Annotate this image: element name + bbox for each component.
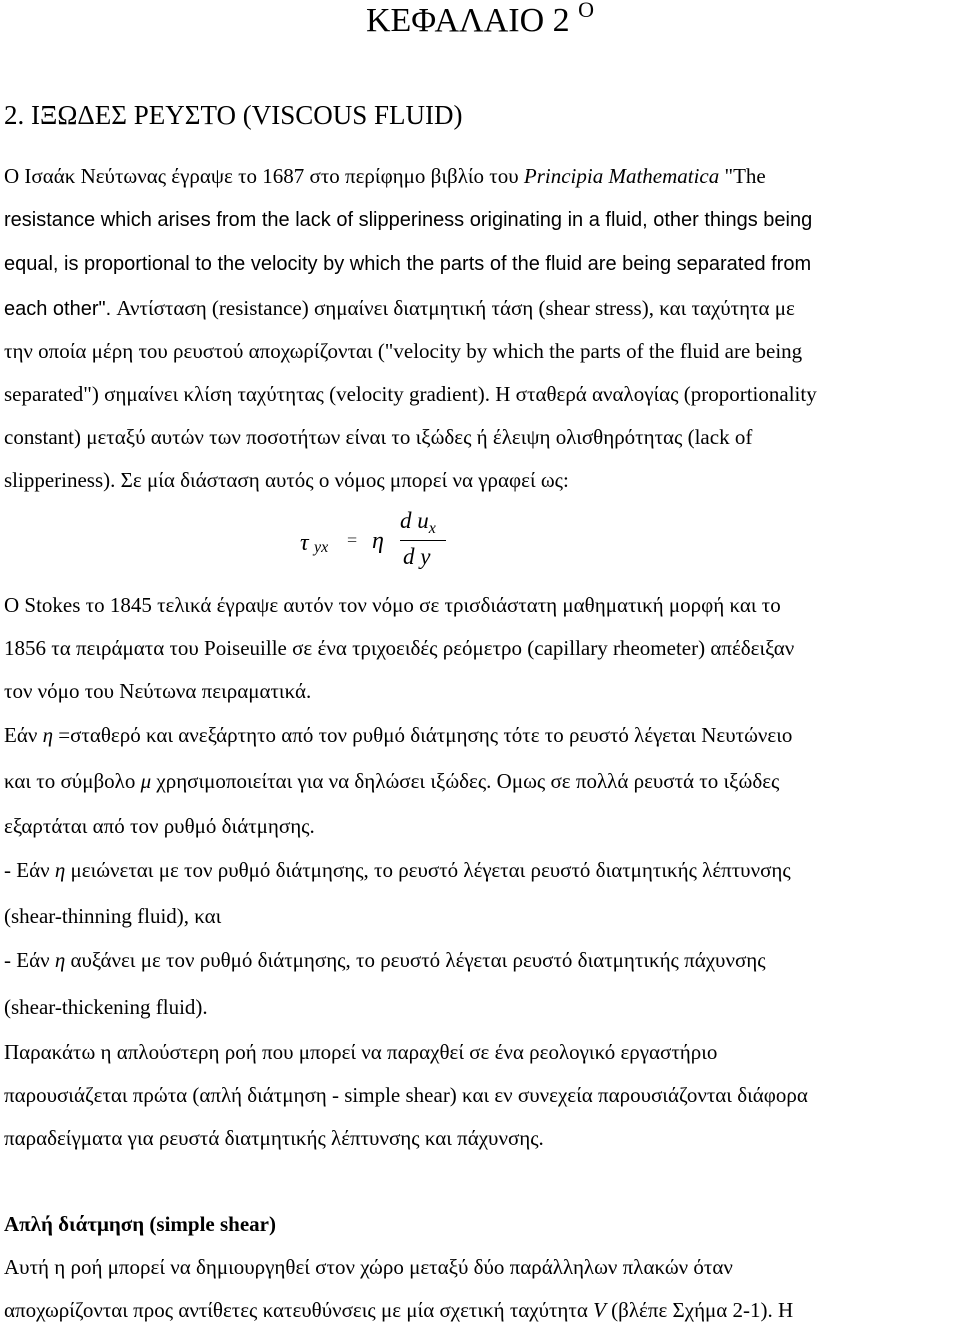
- section-title: 2. ΙΞΩΔΕΣ ΡΕΥΣΤΟ (VISCOUS FLUID): [4, 100, 463, 130]
- paragraph-4-line-1: Παρακάτω η απλούστερη ροή που μπορεί να παραχθεί σε ένα ρεολογικό εργαστήριο: [4, 1040, 718, 1064]
- book-title: Principia Mathematica: [523, 164, 720, 188]
- paragraph-1-line-4: [4, 295, 795, 322]
- paragraph-1-line-7: constant) μεταξύ αυτών των ποσοτήτων είναι το ιξώδες ή έλειψη ολισθηρότητας (lack of: [4, 425, 753, 449]
- chapter-title-superscript: Ο: [578, 0, 595, 22]
- text-run: =σταθερό και ανεξάρτητο από τον ρυθμό διάτμησης τότε το ρευστό λέγεται Νευτώνειο: [53, 723, 793, 747]
- paragraph-1-line-2: resistance which arises from the lack of slipperiness originating in a fluid, other things being: [4, 209, 813, 231]
- formula-denominator: d y: [403, 544, 431, 569]
- paragraph-2-line-3: τον νόμο του Νεύτωνα πειραματικά.: [4, 679, 312, 703]
- text-run: και το σύμβολο: [4, 769, 141, 793]
- eta-symbol: η: [54, 948, 66, 972]
- paragraph-3-line-1: [4, 722, 792, 748]
- paragraph-1-line-1: [4, 163, 766, 189]
- bullet-shear-thinning-line-2: (shear-thinning fluid), και: [4, 904, 222, 928]
- bullet-shear-thickening-line-2: (shear-thickening fluid).: [4, 995, 208, 1019]
- formula-numerator: [400, 508, 436, 537]
- formula-tau-subscript: yx: [314, 539, 329, 556]
- formula-numerator-text: d u: [400, 508, 429, 533]
- text-run: Ο Ισαάκ Νεύτωνας έγραψε το 1687 στο περίφημο βιβλίο του: [4, 164, 524, 188]
- paragraph-1-line-8: slipperiness). Σε μία διάσταση αυτός ο νόμος μπορεί να γραφεί ως:: [4, 468, 569, 492]
- text-run: αποχωρίζονται προς αντίθετες κατευθύνσεις με μία σχετική ταχύτητα: [4, 1298, 594, 1322]
- text-run: χρησιμοποιείται για να δηλώσει ιξώδες. Ομως σε πολλά ρευστά το ιξώδες: [151, 769, 780, 793]
- text-run: αυξάνει με τον ρυθμό διάτμησης, το ρευστό λέγεται ρευστό διατμητικής πάχυνσης: [65, 948, 766, 972]
- eta-symbol: η: [42, 723, 53, 747]
- text-run: Αντίσταση (resistance) σημαίνει διατμητική τάση (shear stress), και ταχύτητα με: [111, 296, 795, 320]
- paragraph-1-line-3: equal, is proportional to the velocity by which the parts of the fluid are being separated from: [4, 253, 812, 275]
- bullet-shear-thickening: [4, 947, 766, 973]
- formula-numerator-subscript: x: [428, 520, 436, 537]
- paragraph-2-line-1: Ο Stokes το 1845 τελικά έγραψε αυτόν τον νόμο σε τρισδιάστατη μαθηματική μορφή και το: [4, 593, 781, 617]
- paragraph-3-line-3: εξαρτάται από τον ρυθμό διάτμησης.: [4, 814, 315, 838]
- velocity-symbol: V: [593, 1298, 606, 1322]
- bullet-shear-thinning: [4, 857, 791, 883]
- paragraph-2-line-2: 1856 τα πειράματα του Poiseuille σε ένα τριχοειδές ρεόμετρο (capillary rheometer) απέδειξαν: [4, 636, 795, 660]
- formula-fraction-bar: [400, 540, 446, 541]
- eta-symbol: η: [54, 858, 66, 882]
- quote-end: each other".: [4, 298, 112, 320]
- paragraph-5-line-2: [4, 1297, 793, 1323]
- subsection-title: Απλή διάτμηση (simple shear): [4, 1212, 276, 1236]
- formula-equals: =: [347, 530, 358, 550]
- paragraph-4-line-3: παραδείγματα για ρευστά διατμητικής λέπτυνσης και πάχυνσης.: [4, 1126, 544, 1150]
- text-run: - Εάν: [4, 948, 55, 972]
- chapter-title-text: ΚΕΦΑΛΑΙΟ 2: [365, 2, 570, 39]
- paragraph-5-line-1: Αυτή η ροή μπορεί να δημιουργηθεί στον χώρο μεταξύ δύο παράλληλων πλακών όταν: [4, 1255, 733, 1279]
- paragraph-3-line-2: [4, 768, 779, 794]
- formula-eta: η: [372, 528, 384, 554]
- chapter-title: [0, 0, 960, 42]
- formula-tau: τ: [300, 530, 309, 556]
- paragraph-4-line-2: παρουσιάζεται πρώτα (απλή διάτμηση - simple shear) και εν συνεχεία παρουσιάζονται διάφορα: [4, 1083, 808, 1107]
- newton-viscosity-formula: [300, 508, 470, 578]
- text-run: μειώνεται με τον ρυθμό διάτμησης, το ρευστό λέγεται ρευστό διατμητικής λέπτυνσης: [65, 858, 791, 882]
- text-run: "The: [719, 164, 766, 188]
- mu-symbol: μ: [140, 769, 152, 793]
- text-run: (βλέπε Σχήμα 2-1). Η: [605, 1298, 794, 1322]
- text-run: - Εάν: [4, 858, 55, 882]
- paragraph-1-line-6: separated") σημαίνει κλίση ταχύτητας (velocity gradient). Η σταθερά αναλογίας (proportionality: [4, 382, 817, 406]
- paragraph-1-line-5: την οποία μέρη του ρευστού αποχωρίζονται ("velocity by which the parts of the fluid are being: [4, 339, 803, 363]
- text-run: Εάν: [4, 723, 43, 747]
